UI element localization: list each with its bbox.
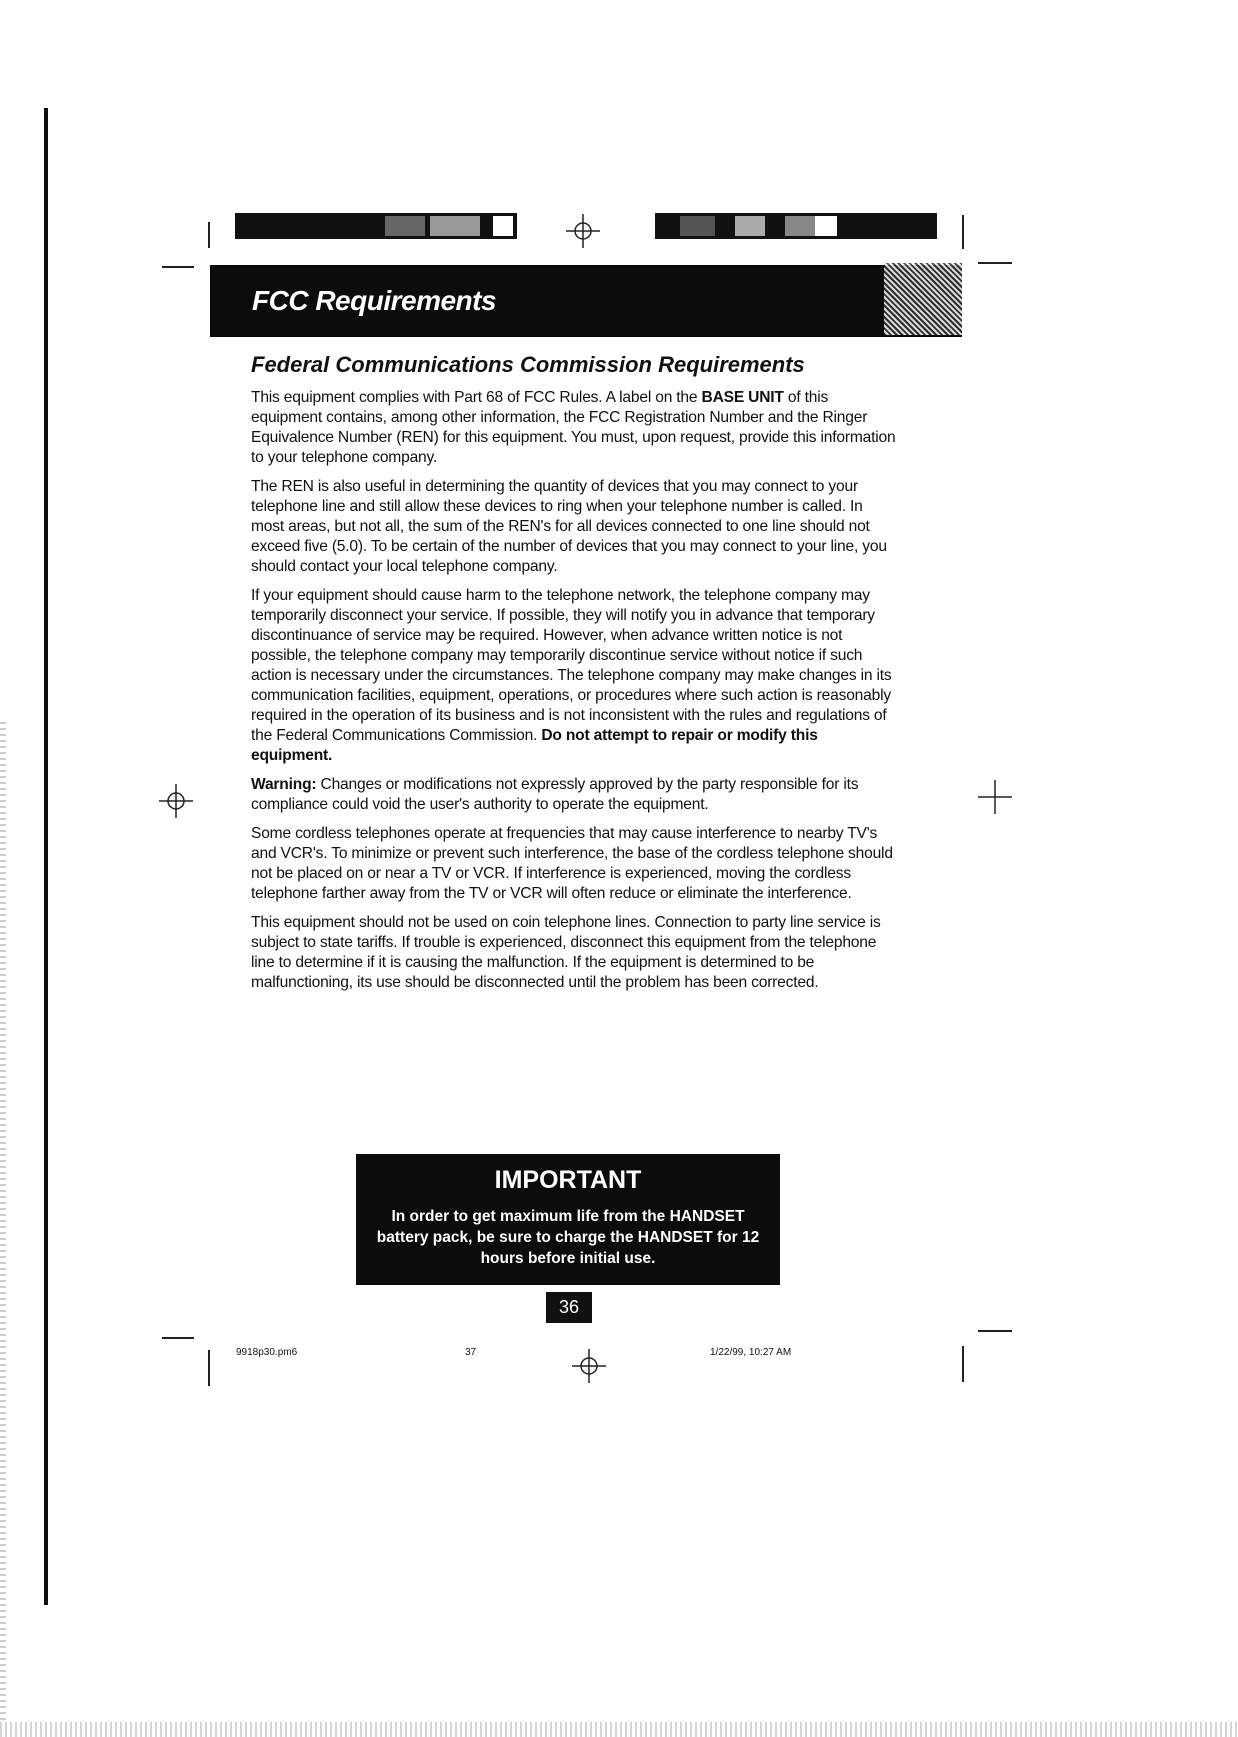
crop-mark [978, 262, 1012, 264]
paragraph-interference: Some cordless telephones operate at frequencies that may cause interference to nearby TV's and VCR's. To minimize or prevent such interference, the base of the cordless telephone should not be placed on or near a TV or VCR. If interference is experienced, moving the cordless telephone farther away from the TV or VCR will often reduce or eliminate the interference. [251, 825, 893, 902]
crop-mark [962, 215, 964, 249]
crosshair-icon [978, 780, 1012, 814]
scan-left-noise [0, 720, 6, 1720]
crop-mark [208, 222, 210, 248]
paragraph-part68: This equipment complies with Part 68 of FCC Rules. A label on the BASE UNIT of this equipment contains, among other information, the FCC Registration Number and the Ringer Equivalence Number (REN) for this equipment. You must, upon request, provide this information to your telephone company. [251, 389, 896, 466]
paragraph-ren: The REN is also useful in determining the quantity of devices that you may connect to your telephone line and still allow these devices to ring when your telephone number is called. In most areas, but not all, the sum of the REN's for all devices connected to one line should not exceed five (5.0). To be certain of the number of devices that you may connect to your line, you should contact your local telephone company. [251, 478, 887, 575]
footer-filename: 9918p30.pm6 [236, 1347, 298, 1358]
crop-mark [978, 1330, 1012, 1332]
scan-bottom-noise [0, 1722, 1238, 1737]
scan-noise-patch [884, 263, 962, 335]
scan-left-rule [44, 108, 48, 1605]
paragraph-harm: If your equipment should cause harm to the telephone network, the telephone company may temporarily disconnect your service. If possible, they will notify you in advance that temporary discontinuance of service may be required. However, when advance written notice is not possible, the telephone company may temporarily discontinue service without notice if such action is necessary under the circumstances. The telephone company may make changes in its communication facilities, equipment, operations, or procedures where such action is reasonably required in the operation of its business and is not inconsistent with the rules and regulations of the Federal Communications Commission. Do not attempt to repair or modify this equipment. [251, 587, 892, 764]
footer-sheet-number: 37 [465, 1347, 477, 1358]
crosshair-icon [566, 214, 600, 248]
page-number: 36 [546, 1292, 592, 1323]
crop-mark [162, 1337, 194, 1339]
important-text: In order to get maximum life from the HANDSET battery pack, be sure to charge the HANDSET for 12 hours before initial use. [376, 1208, 760, 1267]
crop-mark [962, 1346, 964, 1382]
crop-mark [162, 266, 194, 268]
crop-mark [208, 1350, 210, 1386]
paragraph-coin-lines: This equipment should not be used on coin telephone lines. Connection to party line service is subject to state tariffs. If trouble is experienced, disconnect this equipment from the telephone line to determine if it is causing the malfunction. If the equipment is determined to be malfunctioning, its use should be disconnected until the problem has been corrected. [251, 914, 881, 991]
important-title: IMPORTANT [494, 1166, 642, 1194]
footer-timestamp: 1/22/99, 10:27 AM [710, 1347, 792, 1358]
registration-bar-left [235, 213, 517, 239]
crosshair-icon [159, 784, 193, 818]
registration-bar-right [655, 213, 937, 239]
important-notice [356, 1154, 780, 1285]
crosshair-icon [572, 1349, 606, 1383]
body-text [251, 388, 896, 1002]
section-heading: Federal Communications Commission Requirements [251, 352, 805, 377]
paragraph-warning: Warning: Changes or modifications not expressly approved by the party responsible for its compliance could void the user's authority to operate the equipment. [251, 776, 859, 813]
page-title: FCC Requirements [252, 285, 497, 316]
